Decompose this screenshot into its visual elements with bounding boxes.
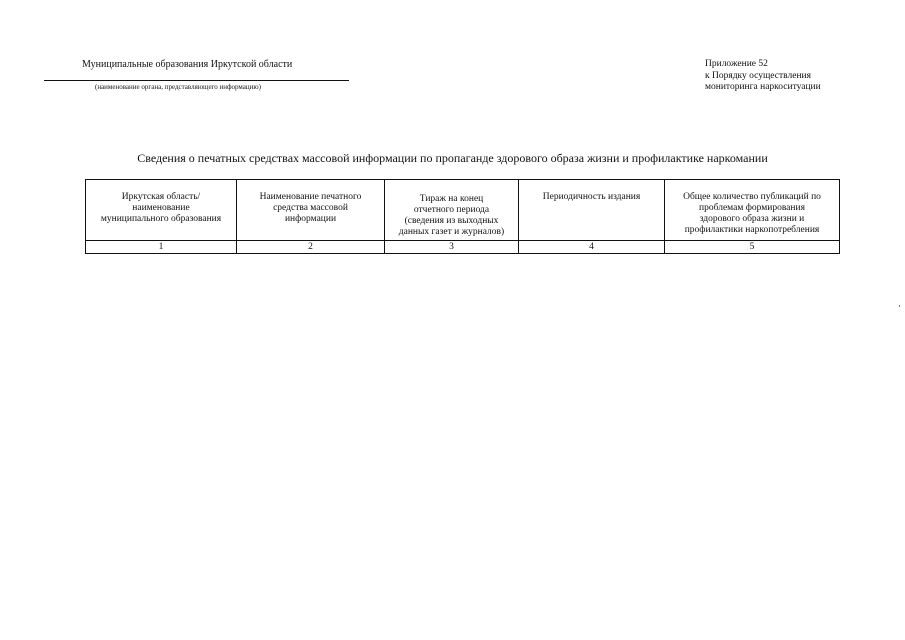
column-header-line: проблемам формирования [699, 203, 805, 213]
scan-speck [899, 305, 900, 307]
column-header-publications [665, 180, 840, 241]
column-header-media-name [237, 180, 385, 241]
column-header-line: (сведения из выходных [404, 216, 499, 226]
column-header-line: Периодичность издания [542, 192, 641, 202]
column-header-circulation [385, 180, 519, 241]
column-header-line: отчетного периода [413, 205, 490, 215]
table-row-column-numbers [86, 241, 840, 254]
column-header-line: Иркутская область/ [121, 192, 201, 202]
column-header-periodicity [519, 180, 665, 241]
column-number: 5 [665, 241, 840, 254]
data-table [85, 179, 840, 254]
column-number: 3 [385, 241, 519, 254]
column-header-line: данных газет и журналов) [398, 227, 505, 237]
column-header-line: средства массовой [273, 203, 348, 213]
appendix-line: мониторинга наркоситуации [705, 82, 821, 92]
column-header-region [86, 180, 237, 241]
organization-name: Муниципальные образования Иркутской области [82, 59, 293, 70]
column-header-line: муниципального образования [100, 214, 222, 224]
appendix-line: к Порядку осуществления [705, 70, 811, 81]
table-header-row [86, 180, 840, 241]
column-number: 4 [519, 241, 665, 254]
column-header-line: Тираж на конец [419, 194, 484, 204]
appendix-line: Приложение 52 [705, 59, 768, 69]
column-number: 2 [237, 241, 385, 254]
appendix-block [705, 59, 821, 94]
column-header-line: здорового образа жизни и [699, 214, 805, 224]
column-header-line: Наименование печатного [259, 192, 362, 202]
column-header-line: профилактики наркопотребления [684, 225, 820, 235]
column-number: 1 [86, 241, 237, 254]
column-header-line: информации [284, 214, 337, 224]
organization-underline [44, 80, 349, 81]
document-title: Сведения о печатных средствах массовой информации по пропаганде здорового образа жизни и профилактике наркомании [137, 151, 768, 165]
column-header-line: Общее количество публикаций по [683, 192, 821, 202]
column-header-line: наименование [132, 203, 190, 213]
organization-caption: (наименование органа, представляющего информацию) [95, 83, 261, 91]
